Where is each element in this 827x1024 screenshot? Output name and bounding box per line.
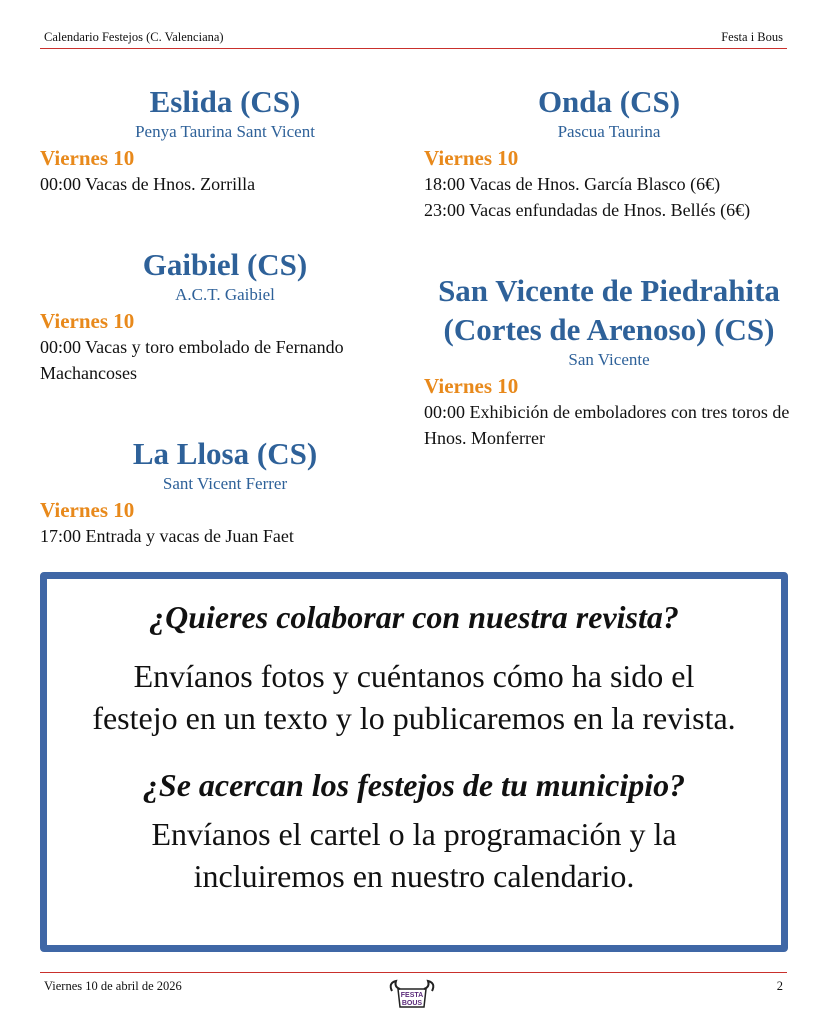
header-publication: Festa i Bous bbox=[721, 30, 783, 44]
event-town: Eslida (CS) bbox=[149, 84, 301, 119]
event-day: Viernes 10 bbox=[40, 309, 135, 333]
logo-text-bottom: BOUS bbox=[401, 1000, 423, 1007]
event-block bbox=[40, 245, 410, 386]
footer-date: Viernes 10 de abril de 2026 bbox=[44, 979, 182, 993]
festa-i-bous-logo bbox=[386, 977, 438, 1013]
collaborate-text: Envíanos fotos y cuéntanos cómo ha sido el festejo en un texto y lo publicaremos en la revista. bbox=[92, 658, 736, 736]
event-day: Viernes 10 bbox=[40, 498, 135, 522]
event-item: 00:00 Exhibición de emboladores con tres toros de Hnos. Monferrer bbox=[424, 402, 790, 448]
event-association: Penya Taurina Sant Vicent bbox=[135, 122, 315, 141]
collaboration-box bbox=[40, 572, 788, 952]
page-number: 2 bbox=[776, 979, 783, 993]
page-header bbox=[40, 28, 787, 49]
event-item: 18:00 Vacas de Hnos. García Blasco (6€) bbox=[424, 174, 721, 194]
event-town: Gaibiel (CS) bbox=[142, 247, 308, 282]
event-town: La Llosa (CS) bbox=[132, 436, 318, 471]
right-column bbox=[424, 82, 794, 499]
event-day: Viernes 10 bbox=[424, 374, 519, 398]
event-block bbox=[40, 434, 410, 549]
event-item: 00:00 Vacas de Hnos. Zorrilla bbox=[40, 174, 256, 194]
event-association: Pascua Taurina bbox=[557, 122, 661, 141]
event-item: 00:00 Vacas y toro embolado de Fernando Machancoses bbox=[40, 337, 344, 383]
header-title: Calendario Festejos (C. Valenciana) bbox=[44, 30, 224, 44]
logo-text-top: FESTA bbox=[400, 992, 424, 999]
left-column bbox=[40, 82, 410, 597]
event-block bbox=[424, 271, 794, 451]
event-block bbox=[40, 82, 410, 197]
event-association: San Vicente bbox=[568, 350, 650, 369]
event-town: Onda (CS) bbox=[537, 84, 681, 119]
event-day: Viernes 10 bbox=[40, 146, 135, 170]
page-footer bbox=[40, 972, 787, 1013]
municipality-text: Envíanos el cartel o la programación y la incluiremos en nuestro calendario. bbox=[151, 816, 677, 894]
event-item: 23:00 Vacas enfundadas de Hnos. Bellés (6€) bbox=[424, 200, 751, 220]
event-association: Sant Vicent Ferrer bbox=[162, 474, 288, 493]
event-day: Viernes 10 bbox=[424, 146, 519, 170]
municipality-question: ¿Se acercan los festejos de tu municipio? bbox=[142, 767, 686, 803]
event-item: 17:00 Entrada y vacas de Juan Faet bbox=[40, 526, 294, 546]
collaborate-question: ¿Quieres colaborar con nuestra revista? bbox=[149, 599, 679, 635]
event-association: A.C.T. Gaibiel bbox=[175, 285, 275, 304]
event-town: San Vicente de Piedrahita (Cortes de Arenoso) (CS) bbox=[438, 273, 780, 347]
event-block bbox=[424, 82, 794, 223]
